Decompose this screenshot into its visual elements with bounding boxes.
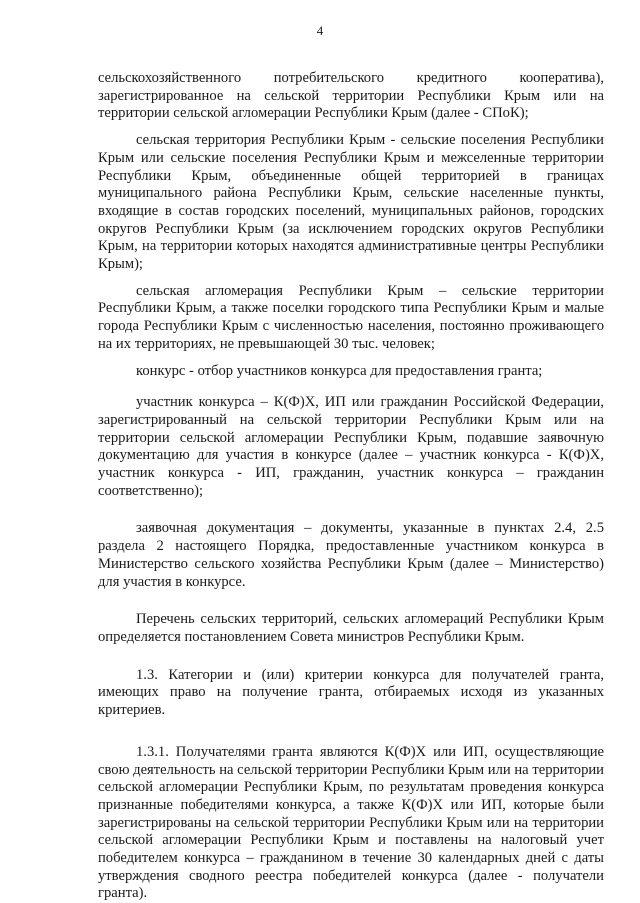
paragraph-spok-definition: сельскохозяйственного потребительского кредитного кооператива), зарегистрированное на сельской территории Республики Крым или на территории сельской агломерации Республики Крым (далее - СПоК); [98,70,604,122]
paragraph-territories-list: Перечень сельских территорий, сельских агломераций Республики Крым определяется постановлением Совета министров Республики Крым. [98,611,604,645]
paragraph-section-1-3-1: 1.3.1. Получателями гранта являются К(Ф)Х или ИП, осуществляющие свою деятельность на сельской территории Республики Крым или на территории сельской агломерации Республики Крым, по результатам проведения конкурса признанные победителями конкурса, а также К(Ф)Х или ИП, которые были зарегистрированы на сельской территории Республики Крым или на территории сельской агломерации Республики Крым и поставлены на налоговый учет победителем конкурса – гражданином в течение 30 календарных дней с даты утверждения сводного реестра победителей конкурса (далее - получатели гранта). [98,743,604,902]
paragraph-rural-agglomeration: сельская агломерация Республики Крым – сельские территории Республики Крым, а также поселки городского типа Республики Крым и малые города Республики Крым с численностью населения, постоянно проживающего на их территориях, не превышающей 30 тыс. человек; [98,282,604,352]
paragraph-section-1-3: 1.3. Категории и (или) критерии конкурса для получателей гранта, имеющих право на получение гранта, отбираемых исходя из указанных критериев. [98,666,604,719]
paragraph-participant: участник конкурса – К(Ф)Х, ИП или гражданин Российской Федерации, зарегистрированный на сельской территории Республики Крым или на территории сельской агломерации Республики Крым, подавшие заявочную документацию для участия в конкурсе (далее – участник конкурса - К(Ф)Х, участник конкурса - ИП, гражданин, участник конкурса – гражданин соответственно); [98,394,604,499]
paragraph-rural-territory: сельская территория Республики Крым - сельские поселения Республики Крым или сельские поселения Республики Крым и межселенные территории Республики Крым, объединенные общей территорией в границах муниципального района Республики Крым, сельские населенные пункты, входящие в состав городских поселений, муниципальных районов, городских округов Республики Крым (за исключением городских округов Республики Крым, на территории которых находятся административные центры Республики Крым); [98,132,604,273]
paragraph-application-documents: заявочная документация – документы, указанные в пунктах 2.4, 2.5 раздела 2 настоящего Порядка, предоставленные участником конкурса в Министерство сельского хозяйства Республики Крым (далее – Министерство) для участия в конкурсе. [98,520,604,590]
document-body [98,70,604,903]
page-number: 4 [316,23,324,38]
paragraph-competition: конкурс - отбор участников конкурса для предоставления гранта; [136,362,543,379]
